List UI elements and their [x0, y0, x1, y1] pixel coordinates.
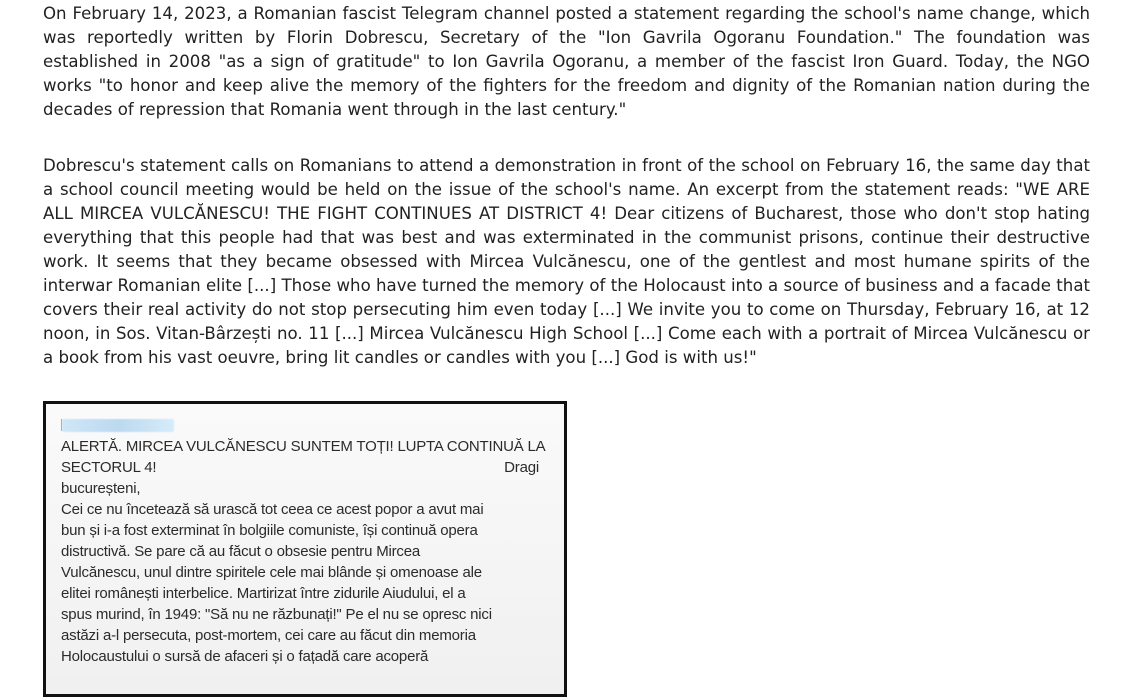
- message-line: distructivă. Se pare că au făcut o obsesie pentru Mircea: [61, 543, 420, 560]
- message-line: bucureșteni,: [61, 480, 141, 497]
- message-line: ALERTĂ. MIRCEA VULCĂNESCU SUNTEM TOȚI! LUPTA CONTINUĂ LA: [61, 438, 546, 455]
- message-line: bun și i-a fost exterminat în bolgiile comuniste, își continuă opera: [61, 522, 478, 539]
- message-line: spus murind, în 1949: "Să nu ne răzbunați!" Pe el nu se opresc nici: [61, 606, 492, 623]
- article-paragraph-1: On February 14, 2023, a Romanian fascist Telegram channel posted a statement regarding the school's name change, which was reportedly written by Florin Dobrescu, Secretary of the "Ion Gavrila Ogoranu Foundation." The foundation was established in 2008 "as a sign of gratitude" to Ion Gavrila Ogoranu, a member of the fascist Iron Guard. Today, the NGO works "to honor and keep alive the memory of the fighters for the freedom and dignity of the Romanian nation during the decades of repression that Romania went through in the last century.": [43, 4, 1090, 119]
- message-line: Cei ce nu încetează să urască tot ceea ce acest popor a avut mai: [61, 501, 484, 518]
- telegram-post-screenshot: [43, 401, 567, 697]
- redacted-channel-name: [62, 419, 174, 432]
- message-line-right: Dragi: [504, 459, 539, 476]
- message-line: Holocaustului o sursă de afaceri și o fațadă care acoperă: [61, 648, 429, 665]
- telegram-message-text: [61, 436, 546, 667]
- message-line: elitei românești interbelice. Martirizat între zidurile Aiudului, el a: [61, 585, 466, 602]
- telegram-post-image: [46, 404, 564, 694]
- article-body: [43, 2, 1090, 370]
- message-line: [61, 457, 539, 478]
- article-paragraph-2: Dobrescu's statement calls on Romanians to attend a demonstration in front of the school on February 16, the same day that a school council meeting would be held on the issue of the school's name. An excerpt from the statement reads: "WE ARE ALL MIRCEA VULCĂNESCU! THE FIGHT CONTINUES AT DISTRICT 4! Dear citizens of Bucharest, those who don't stop hating everything that this people had that was best and was exterminated in the communist prisons, continue their destructive work. It seems that they became obsessed with Mircea Vulcănescu, one of the gentlest and most humane spirits of the interwar Romanian elite [...] Those who have turned the memory of the Holocaust into a source of business and a facade that covers their real activity do not stop persecuting him even today [...] We invite you to come on Thursday, February 16, at 12 noon, in Sos. Vitan-Bârzești no. 11 [...] Mircea Vulcănescu High School [...] Come each with a portrait of Mircea Vulcănescu or a book from his vast oeuvre, bring lit candles or candles with you [...] God is with us!": [43, 156, 1090, 367]
- message-line: Vulcănescu, unul dintre spiritele cele mai blânde și omenoase ale: [61, 564, 482, 581]
- message-line-left: SECTORUL 4!: [61, 459, 157, 476]
- message-line: astăzi a-l persecuta, post-mortem, cei care au făcut din memoria: [61, 627, 476, 644]
